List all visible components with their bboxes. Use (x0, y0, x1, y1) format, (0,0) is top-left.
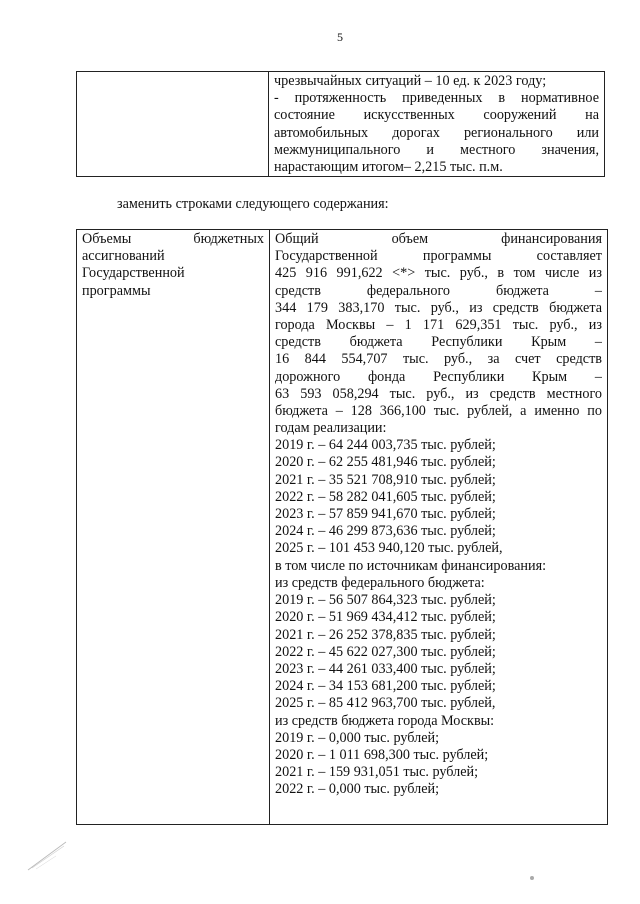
table-row (77, 230, 608, 825)
text-line: Общий объем финансирования (275, 231, 602, 247)
text-line: 2022 г. – 58 282 041,605 тыс. рублей; (275, 488, 496, 505)
text-line: - протяженность приведенных в нормативное (274, 90, 599, 107)
text-line: 2025 г. – 101 453 940,120 тыс. рублей, (275, 540, 503, 557)
text-line: 2019 г. – 56 507 864,323 тыс. рублей; (275, 592, 496, 609)
text-line: из средств бюджета города Москвы: (275, 712, 495, 729)
text-line: дорожного фонда Республики Крым – (275, 368, 602, 385)
text-line: 344 179 383,170 тыс. руб., из средств бюджета (275, 299, 602, 316)
text-line: 2019 г. – 64 244 003,735 тыс. рублей; (275, 437, 496, 454)
text-line: 2020 г. – 51 969 434,412 тыс. рублей; (275, 609, 496, 626)
text-line: 2021 г. – 35 521 708,910 тыс. рублей; (275, 471, 496, 488)
text-line: средств бюджета Республики Крым – (275, 334, 602, 351)
text-line: чрезвычайных ситуаций – 10 ед. к 2023 году; (274, 73, 547, 89)
text-line: 2021 г. – 159 931,051 тыс. рублей; (275, 764, 479, 781)
budget-content-cell (270, 230, 608, 825)
text-line: 2020 г. – 1 011 698,300 тыс. рублей; (275, 746, 489, 763)
text-line: 2024 г. – 34 153 681,200 тыс. рублей; (275, 678, 496, 695)
text-line: 16 844 554,707 тыс. руб., за счет средств (275, 351, 602, 368)
text-line: 2021 г. – 26 252 378,835 тыс. рублей; (275, 626, 496, 643)
replacement-table (76, 229, 608, 825)
scan-speck (530, 876, 534, 880)
text-line: 2020 г. – 62 255 481,946 тыс. рублей; (275, 454, 496, 471)
text-line: межмуниципального и местного значения, (274, 141, 599, 158)
text-line: 2019 г. – 0,000 тыс. рублей; (275, 729, 440, 746)
text-line: Объемы бюджетных (82, 231, 264, 247)
table1-right-cell (269, 72, 605, 177)
text-line: города Москвы – 1 171 629,351 тыс. руб., из (275, 316, 602, 333)
text-line: Государственной (82, 265, 185, 282)
text-line: 2022 г. – 0,000 тыс. рублей; (275, 781, 440, 798)
text-line: из средств федерального бюджета: (275, 574, 485, 591)
text-line: 2023 г. – 57 859 941,670 тыс. рублей; (275, 506, 496, 523)
text-line: 2024 г. – 46 299 873,636 тыс. рублей; (275, 523, 496, 540)
text-line: в том числе по источникам финансирования: (275, 557, 547, 574)
text-line: средств федерального бюджета – (275, 282, 602, 299)
text-line: Государственной программы составляет (275, 248, 602, 265)
text-line: нарастающим итогом– 2,215 тыс. п.м. (274, 158, 503, 175)
text-line: годам реализации: (275, 420, 387, 437)
text-line: программы (82, 282, 151, 299)
pen-stroke-mark (26, 838, 70, 872)
text-line: 63 593 058,294 тыс. руб., из средств местного (275, 385, 602, 402)
table-row (77, 72, 605, 177)
text-line: бюджета – 128 366,100 тыс. рублей, а именно по (275, 402, 602, 419)
text-line: 2025 г. – 85 412 963,700 тыс. рублей, (275, 695, 496, 712)
text-line: автомобильных дорогах регионального или (274, 124, 599, 141)
text-line: 425 916 991,622 <*> тыс. руб., в том числе из (275, 265, 602, 282)
text-line: 2023 г. – 44 261 033,400 тыс. рублей; (275, 660, 496, 677)
text-line: ассигнований (82, 248, 165, 265)
instruction-text: заменить строками следующего содержания: (117, 196, 389, 212)
page-number: 5 (337, 30, 343, 44)
budget-label-cell (77, 230, 270, 825)
previous-table-fragment (76, 71, 605, 177)
text-line: состояние искусственных сооружений на (274, 107, 599, 124)
table1-left-cell (77, 72, 269, 177)
text-line: 2022 г. – 45 622 027,300 тыс. рублей; (275, 643, 496, 660)
